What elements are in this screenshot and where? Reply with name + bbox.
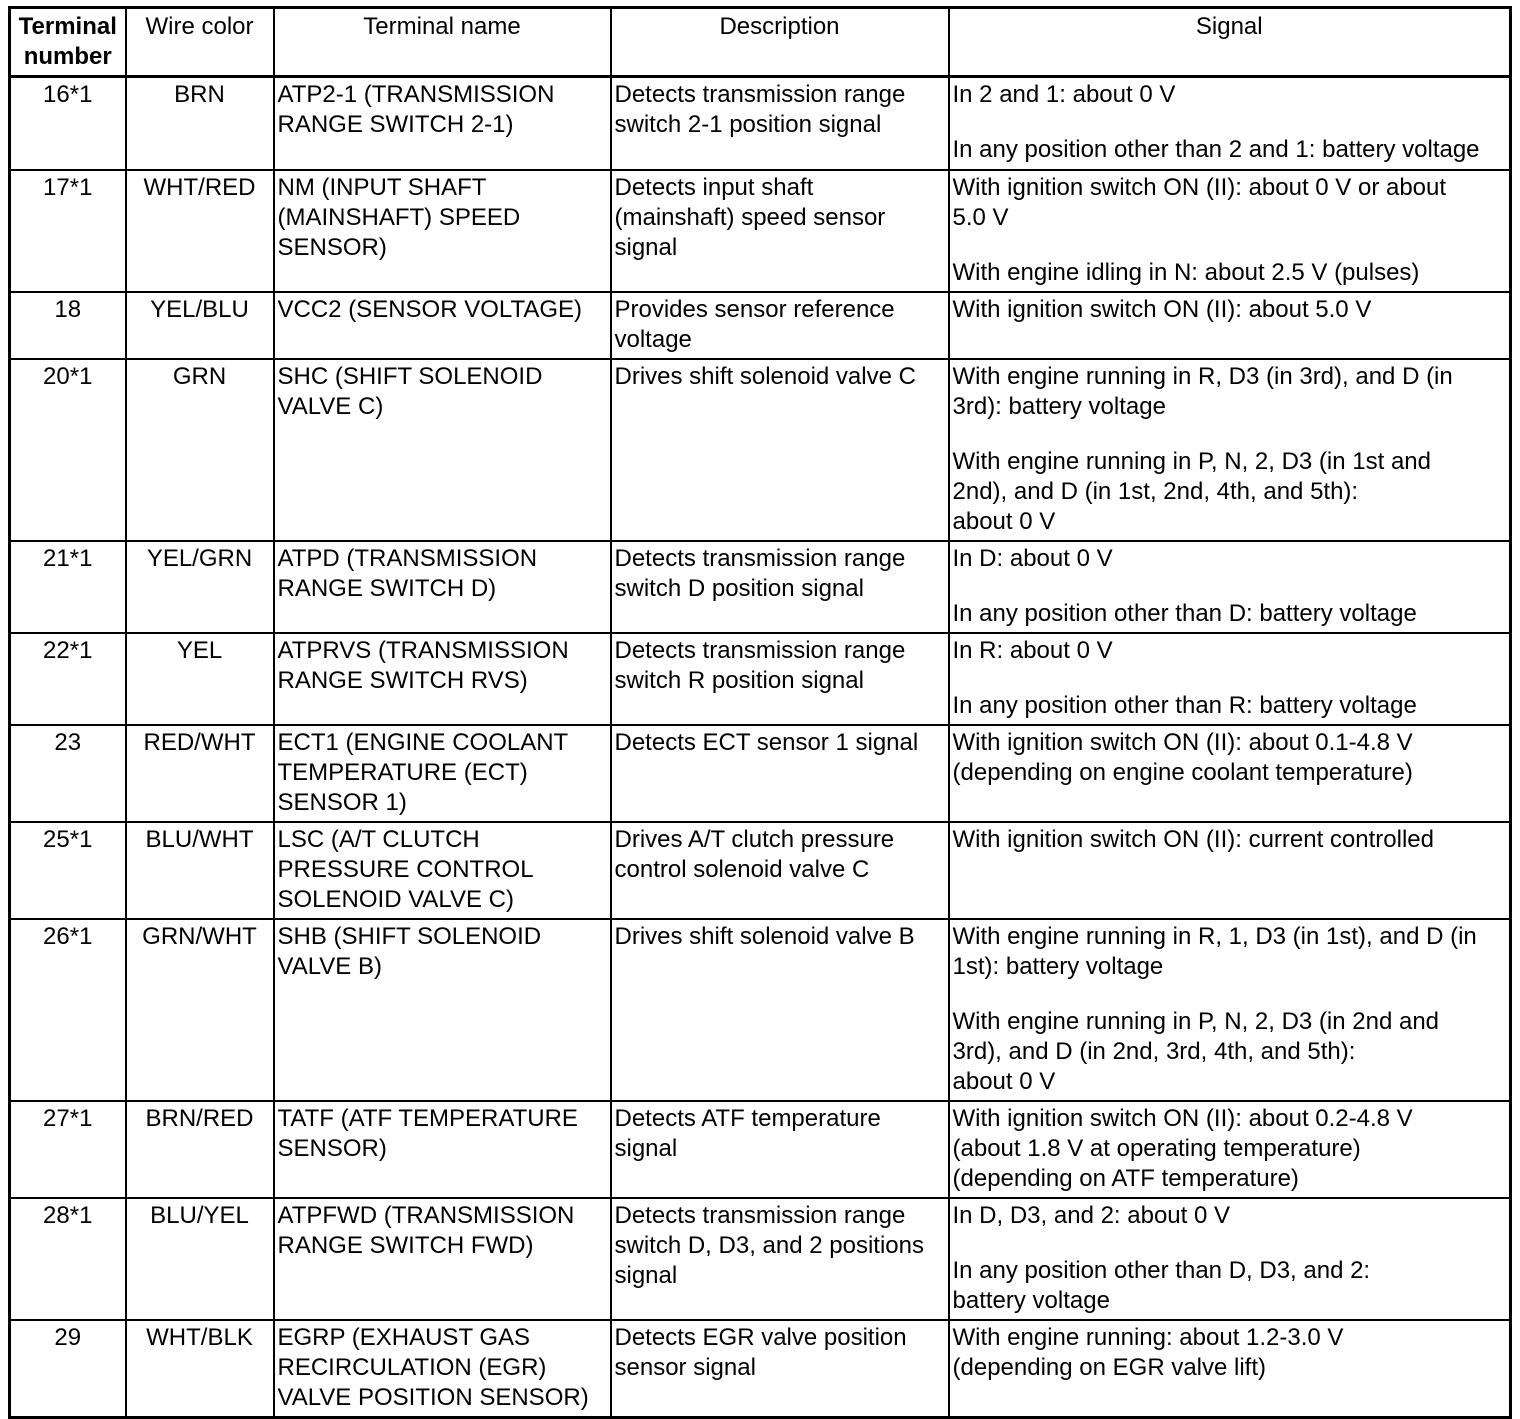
description-cell (611, 1198, 949, 1320)
signal-paragraph (953, 1201, 1507, 1231)
signal-line: In any position other than 2 and 1: battery voltage (952, 136, 1480, 163)
signal-cell (949, 725, 1511, 822)
terminal-name-line: VCC2 (SENSOR VOLTAGE) (277, 295, 582, 323)
wire-color-cell: WHT/RED (126, 170, 274, 292)
description-cell (611, 77, 949, 170)
terminal-name-line: NM (INPUT SHAFT (277, 173, 487, 201)
signal-line: In any position other than D, D3, and 2: (952, 1256, 1371, 1284)
signal-paragraph (953, 728, 1507, 788)
terminal-name-line: ATPFWD (TRANSMISSION (277, 1201, 575, 1229)
terminal-name-line: TEMPERATURE (ECT) (277, 758, 528, 786)
signal-line: 2nd), and D (in 1st, 2nd, 4th, and 5th): (952, 477, 1359, 505)
header-signal: Signal (949, 8, 1511, 77)
description-line: voltage (614, 325, 692, 353)
terminal-name-line: RANGE SWITCH D) (277, 574, 497, 602)
signal-line: battery voltage (952, 1286, 1110, 1314)
terminal-name-line: ATPD (TRANSMISSION (277, 544, 538, 572)
terminal-name-line: RANGE SWITCH RVS) (277, 666, 528, 694)
table-row (10, 633, 1511, 725)
description-cell (611, 170, 949, 292)
signal-line: With engine running in R, 1, D3 (in 1st), and D (in (952, 922, 1477, 950)
terminal-number-cell: 22*1 (10, 633, 126, 725)
description-line: sensor signal (614, 1353, 756, 1381)
signal-line: In R: about 0 V (952, 636, 1113, 664)
terminal-name-cell (274, 77, 611, 170)
terminal-name-cell (274, 1198, 611, 1320)
signal-paragraph (953, 173, 1507, 233)
signal-cell (949, 1198, 1511, 1320)
signal-line: 1st): battery voltage (952, 952, 1164, 980)
description-line: switch D, D3, and 2 positions (614, 1231, 924, 1259)
terminal-name-line: SOLENOID VALVE C) (277, 885, 515, 913)
signal-paragraph (953, 825, 1507, 855)
terminal-name-line: SHB (SHIFT SOLENOID (277, 922, 542, 950)
signal-paragraph (953, 599, 1507, 629)
signal-line: (depending on EGR valve lift) (952, 1353, 1266, 1381)
table-row (10, 919, 1511, 1101)
signal-line: about 0 V (952, 507, 1056, 535)
signal-line: In D: about 0 V (952, 544, 1113, 572)
description-line: Detects transmission range (614, 544, 906, 572)
signal-paragraph (953, 922, 1507, 982)
signal-cell (949, 77, 1511, 170)
description-line: Detects ECT sensor 1 signal (614, 728, 919, 756)
terminal-name-cell (274, 359, 611, 541)
terminal-name-cell (274, 1101, 611, 1198)
signal-paragraph (953, 135, 1507, 165)
terminal-number-cell: 16*1 (10, 77, 126, 170)
wire-color-cell: WHT/BLK (126, 1320, 274, 1418)
description-cell (611, 919, 949, 1101)
description-line: (mainshaft) speed sensor (614, 203, 886, 231)
table-body (10, 77, 1511, 1418)
wire-color-cell: BLU/YEL (126, 1198, 274, 1320)
terminal-name-line: PRESSURE CONTROL (277, 855, 534, 883)
terminal-number-cell: 26*1 (10, 919, 126, 1101)
signal-cell (949, 359, 1511, 541)
header-terminal-number-line2: number (23, 43, 112, 70)
terminal-number-cell: 27*1 (10, 1101, 126, 1198)
signal-paragraph (953, 362, 1507, 422)
signal-line: 5.0 V (952, 203, 1009, 231)
signal-cell (949, 1320, 1511, 1418)
terminal-name-line: VALVE B) (277, 952, 382, 980)
description-line: Drives shift solenoid valve B (614, 922, 915, 950)
signal-line: With ignition switch ON (II): about 0 V or about (952, 173, 1447, 201)
signal-line: With ignition switch ON (II): about 0.2-4.8 V (952, 1104, 1413, 1132)
description-line: Drives A/T clutch pressure (614, 825, 895, 853)
signal-cell (949, 170, 1511, 292)
terminal-table (8, 6, 1512, 1419)
description-line: Detects transmission range (614, 636, 906, 664)
terminal-number-cell: 20*1 (10, 359, 126, 541)
signal-paragraph (953, 1256, 1507, 1316)
terminal-name-line: SHC (SHIFT SOLENOID (277, 362, 543, 390)
table-row (10, 1198, 1511, 1320)
table-row (10, 725, 1511, 822)
description-cell (611, 359, 949, 541)
terminal-name-cell (274, 541, 611, 633)
terminal-name-cell (274, 292, 611, 359)
terminal-name-line: TATF (ATF TEMPERATURE (277, 1104, 578, 1132)
terminal-name-cell (274, 170, 611, 292)
signal-paragraph (953, 1007, 1507, 1097)
terminal-name-line: SENSOR 1) (277, 788, 407, 816)
signal-line: In 2 and 1: about 0 V (952, 81, 1176, 108)
terminal-number-cell: 29 (10, 1320, 126, 1418)
terminal-name-line: RANGE SWITCH 2-1) (277, 111, 514, 138)
terminal-name-line: RANGE SWITCH FWD) (277, 1231, 534, 1259)
signal-paragraph (953, 1104, 1507, 1194)
description-cell (611, 725, 949, 822)
signal-line: In D, D3, and 2: about 0 V (952, 1201, 1231, 1229)
description-cell (611, 292, 949, 359)
table-row (10, 359, 1511, 541)
signal-paragraph (953, 636, 1507, 666)
header-description: Description (611, 8, 949, 77)
header-wire-color: Wire color (126, 8, 274, 77)
signal-paragraph (953, 1323, 1507, 1383)
terminal-name-line: SENSOR) (277, 233, 387, 261)
terminal-number-cell: 23 (10, 725, 126, 822)
terminal-number-cell: 17*1 (10, 170, 126, 292)
description-line: Detects ATF temperature (614, 1104, 881, 1132)
signal-line: about 0 V (952, 1067, 1056, 1095)
table-row (10, 1320, 1511, 1418)
table-row (10, 170, 1511, 292)
terminal-name-line: EGRP (EXHAUST GAS (277, 1323, 531, 1351)
terminal-name-line: (MAINSHAFT) SPEED (277, 203, 521, 231)
terminal-name-line: SENSOR) (277, 1134, 387, 1162)
signal-line: (depending on ATF temperature) (952, 1164, 1299, 1192)
signal-cell (949, 292, 1511, 359)
terminal-name-cell (274, 822, 611, 919)
signal-paragraph (953, 80, 1507, 110)
signal-line: With ignition switch ON (II): about 0.1-4.8 V (952, 728, 1413, 756)
header-row (10, 8, 1511, 77)
signal-cell (949, 1101, 1511, 1198)
signal-line: (about 1.8 V at operating temperature) (952, 1134, 1361, 1162)
terminal-name-line: LSC (A/T CLUTCH (277, 825, 480, 853)
signal-line: With engine running in P, N, 2, D3 (in 2nd and (952, 1007, 1440, 1035)
terminal-number-cell: 25*1 (10, 822, 126, 919)
header-terminal-number (10, 8, 126, 77)
terminal-name-line: VALVE POSITION SENSOR) (277, 1383, 589, 1411)
terminal-name-line: ECT1 (ENGINE COOLANT (277, 728, 569, 756)
description-cell (611, 822, 949, 919)
terminal-name-cell (274, 919, 611, 1101)
description-line: Detects EGR valve position (614, 1323, 907, 1351)
table-header (10, 8, 1511, 77)
description-line: switch 2-1 position signal (614, 111, 882, 138)
description-line: signal (614, 233, 678, 261)
signal-line: 3rd), and D (in 2nd, 3rd, 4th, and 5th): (952, 1037, 1356, 1065)
wire-color-cell: GRN (126, 359, 274, 541)
signal-line: With ignition switch ON (II): current controlled (952, 825, 1434, 853)
header-terminal-name: Terminal name (274, 8, 611, 77)
signal-line: (depending on engine coolant temperature) (952, 758, 1413, 786)
description-line: switch R position signal (614, 666, 864, 694)
wire-color-cell: BLU/WHT (126, 822, 274, 919)
description-line: Provides sensor reference (614, 295, 895, 323)
description-cell (611, 1320, 949, 1418)
table-row (10, 77, 1511, 170)
signal-paragraph (953, 258, 1507, 288)
header-terminal-number-line1: Terminal (18, 13, 117, 40)
signal-cell (949, 919, 1511, 1101)
description-line: Drives shift solenoid valve C (614, 362, 916, 390)
description-cell (611, 541, 949, 633)
description-cell (611, 633, 949, 725)
wire-color-cell: RED/WHT (126, 725, 274, 822)
terminal-name-line: ATP2-1 (TRANSMISSION (277, 81, 555, 108)
signal-paragraph (953, 691, 1507, 721)
table-row (10, 541, 1511, 633)
signal-line: 3rd): battery voltage (952, 392, 1166, 420)
signal-cell (949, 633, 1511, 725)
signal-paragraph (953, 447, 1507, 537)
signal-line: With engine running in P, N, 2, D3 (in 1st and (952, 447, 1431, 475)
terminal-name-line: VALVE C) (277, 392, 384, 420)
terminal-number-cell: 21*1 (10, 541, 126, 633)
description-cell (611, 1101, 949, 1198)
signal-line: With engine idling in N: about 2.5 V (pulses) (952, 258, 1420, 286)
signal-paragraph (953, 295, 1507, 325)
signal-line: In any position other than D: battery voltage (952, 599, 1417, 627)
description-line: Detects input shaft (614, 173, 814, 201)
wire-color-cell: BRN (126, 77, 274, 170)
description-line: switch D position signal (614, 574, 864, 602)
terminal-name-cell (274, 1320, 611, 1418)
description-line: control solenoid valve C (614, 855, 870, 883)
signal-cell (949, 541, 1511, 633)
terminal-number-cell: 18 (10, 292, 126, 359)
wire-color-cell: GRN/WHT (126, 919, 274, 1101)
wire-color-cell: YEL (126, 633, 274, 725)
description-line: signal (614, 1134, 678, 1162)
terminal-name-line: RECIRCULATION (EGR) (277, 1353, 547, 1381)
terminal-name-cell (274, 725, 611, 822)
signal-line: With engine running in R, D3 (in 3rd), and D (in (952, 362, 1453, 390)
terminal-number-cell: 28*1 (10, 1198, 126, 1320)
wire-color-cell: BRN/RED (126, 1101, 274, 1198)
terminal-name-cell (274, 633, 611, 725)
signal-paragraph (953, 544, 1507, 574)
table-row (10, 1101, 1511, 1198)
description-line: Detects transmission range (614, 81, 906, 108)
signal-line: In any position other than R: battery voltage (952, 691, 1417, 719)
signal-line: With ignition switch ON (II): about 5.0 V (952, 295, 1372, 323)
description-line: Detects transmission range (614, 1201, 906, 1229)
signal-cell (949, 822, 1511, 919)
description-line: signal (614, 1261, 678, 1289)
terminal-name-line: ATPRVS (TRANSMISSION (277, 636, 569, 664)
signal-line: With engine running: about 1.2-3.0 V (952, 1323, 1344, 1351)
table-row (10, 292, 1511, 359)
table-row (10, 822, 1511, 919)
wire-color-cell: YEL/GRN (126, 541, 274, 633)
wire-color-cell: YEL/BLU (126, 292, 274, 359)
